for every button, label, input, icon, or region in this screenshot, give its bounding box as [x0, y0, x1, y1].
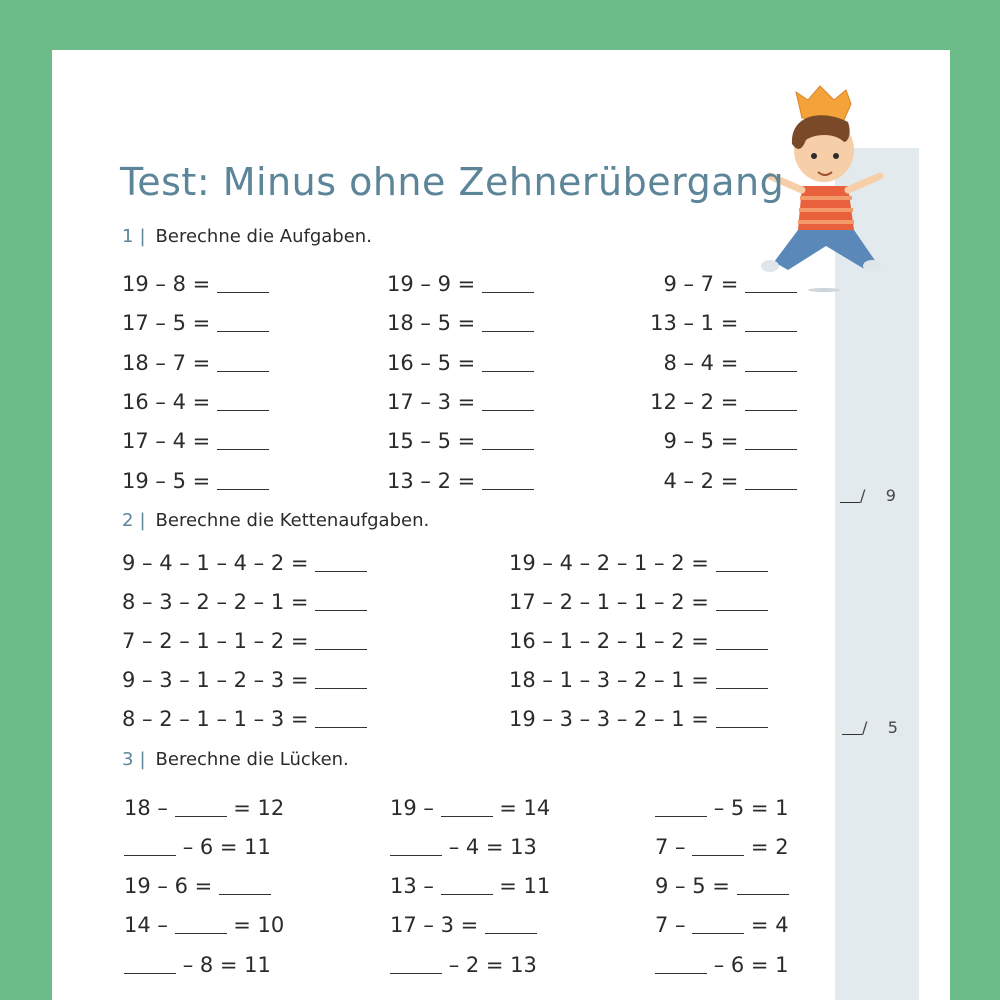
task-text: 19 – 8 = [122, 272, 211, 296]
task-item [650, 389, 797, 415]
task-text: 16 – 1 – 2 – 1 – 2 = [509, 629, 709, 653]
answer-blank[interactable] [745, 409, 797, 411]
answer-blank[interactable] [716, 609, 768, 611]
task-text: 8 – 4 = [663, 351, 739, 375]
score-slash: / [862, 718, 868, 737]
answer-blank[interactable] [217, 370, 269, 372]
task-text: 17 – 3 = [387, 390, 476, 414]
worksheet-page [52, 50, 950, 1000]
gap-task [655, 912, 789, 938]
gap-task [655, 952, 789, 978]
task-text: = 14 [499, 796, 551, 820]
task-text: 19 – 4 – 2 – 1 – 2 = [509, 551, 709, 575]
section-number: 1 [122, 226, 134, 247]
task-item [122, 667, 367, 693]
score-field-section-1 [840, 486, 896, 505]
section-3-heading [122, 749, 349, 770]
task-item [122, 389, 269, 415]
task-item [387, 350, 534, 376]
score-slash: / [860, 486, 866, 505]
answer-blank[interactable] [175, 815, 227, 817]
score-total: 9 [885, 486, 896, 505]
task-item [387, 468, 534, 494]
answer-blank[interactable] [737, 893, 789, 895]
answer-blank[interactable] [655, 972, 707, 974]
task-item [509, 628, 768, 654]
gap-task [124, 912, 284, 938]
answer-blank[interactable] [482, 448, 534, 450]
task-text: 9 – 5 = [663, 429, 739, 453]
task-item [122, 589, 367, 615]
task-item [122, 271, 269, 297]
answer-blank[interactable] [482, 330, 534, 332]
task-text: 9 – 4 – 1 – 4 – 2 = [122, 551, 309, 575]
section-number: 2 [122, 510, 134, 531]
task-text: 8 – 2 – 1 – 1 – 3 = [122, 707, 309, 731]
answer-blank[interactable] [745, 370, 797, 372]
answer-blank[interactable] [315, 570, 367, 572]
gap-task [124, 834, 271, 860]
answer-blank[interactable] [745, 291, 797, 293]
task-text: 15 – 5 = [387, 429, 476, 453]
answer-blank[interactable] [482, 370, 534, 372]
task-text: = 2 [750, 835, 789, 859]
section-2-heading [122, 510, 429, 531]
task-text: 7 – 2 – 1 – 1 – 2 = [122, 629, 309, 653]
section-1-heading [122, 226, 372, 247]
task-text: = 11 [499, 874, 551, 898]
gap-task [655, 873, 789, 899]
task-text: 7 – [655, 913, 686, 937]
gap-task [390, 834, 537, 860]
task-text: = 12 [233, 796, 285, 820]
answer-blank[interactable] [315, 726, 367, 728]
section-divider: | [139, 510, 146, 531]
task-item [387, 389, 534, 415]
task-text: 19 – [390, 796, 434, 820]
task-text: 12 – 2 = [650, 390, 739, 414]
task-text: – 2 = 13 [448, 953, 537, 977]
task-item [387, 310, 534, 336]
answer-blank[interactable] [175, 932, 227, 934]
gap-task [124, 952, 271, 978]
gap-task [124, 795, 284, 821]
answer-blank[interactable] [315, 609, 367, 611]
answer-blank[interactable] [716, 570, 768, 572]
task-item [122, 628, 367, 654]
answer-blank[interactable] [315, 687, 367, 689]
gap-task [390, 912, 537, 938]
answer-blank[interactable] [217, 448, 269, 450]
task-text: = 4 [750, 913, 789, 937]
score-field-section-2 [842, 718, 898, 737]
task-text: 17 – 2 – 1 – 1 – 2 = [509, 590, 709, 614]
answer-blank[interactable] [390, 972, 442, 974]
section-divider: | [139, 749, 146, 770]
score-blank[interactable] [840, 502, 860, 503]
answer-blank[interactable] [692, 932, 744, 934]
section-divider: | [139, 226, 146, 247]
task-item [122, 310, 269, 336]
task-text: – 8 = 11 [182, 953, 271, 977]
task-text: 19 – 3 – 3 – 2 – 1 = [509, 707, 709, 731]
task-text: 16 – 5 = [387, 351, 476, 375]
answer-blank[interactable] [217, 330, 269, 332]
answer-blank[interactable] [716, 687, 768, 689]
task-text: 9 – 3 – 1 – 2 – 3 = [122, 668, 309, 692]
answer-blank[interactable] [217, 409, 269, 411]
section-number: 3 [122, 749, 134, 770]
answer-blank[interactable] [217, 291, 269, 293]
task-item [122, 468, 269, 494]
task-text: 7 – [655, 835, 686, 859]
score-blank[interactable] [842, 734, 862, 735]
task-text: – 6 = 11 [182, 835, 271, 859]
task-text: – 5 = 1 [713, 796, 789, 820]
answer-blank[interactable] [655, 815, 707, 817]
task-text: 16 – 4 = [122, 390, 211, 414]
answer-blank[interactable] [716, 648, 768, 650]
task-item [387, 428, 534, 454]
gap-task [655, 795, 789, 821]
gap-task [390, 952, 537, 978]
answer-blank[interactable] [482, 488, 534, 490]
task-item [509, 589, 768, 615]
task-item [122, 428, 269, 454]
task-text: 13 – 2 = [387, 469, 476, 493]
answer-blank[interactable] [745, 488, 797, 490]
answer-blank[interactable] [716, 726, 768, 728]
task-text: – 6 = 1 [713, 953, 789, 977]
answer-blank[interactable] [390, 854, 442, 856]
task-text: 19 – 6 = [124, 874, 213, 898]
answer-blank[interactable] [745, 448, 797, 450]
task-item [122, 350, 269, 376]
answer-blank[interactable] [482, 291, 534, 293]
gap-task [655, 834, 789, 860]
task-item [663, 468, 797, 494]
task-text: 17 – 3 = [390, 913, 479, 937]
task-text: 17 – 4 = [122, 429, 211, 453]
task-text: 13 – 1 = [650, 311, 739, 335]
task-item [509, 667, 768, 693]
answer-blank[interactable] [124, 972, 176, 974]
section-instruction: Berechne die Aufgaben. [155, 226, 372, 247]
task-text: 18 – 7 = [122, 351, 211, 375]
task-text: = 10 [233, 913, 285, 937]
answer-blank[interactable] [692, 854, 744, 856]
task-item [663, 271, 797, 297]
score-total: 5 [887, 718, 898, 737]
task-text: 9 – 7 = [663, 272, 739, 296]
answer-blank[interactable] [315, 648, 367, 650]
answer-blank[interactable] [124, 854, 176, 856]
task-text: – 4 = 13 [448, 835, 537, 859]
task-item [387, 271, 534, 297]
section-instruction: Berechne die Lücken. [155, 749, 349, 770]
task-text: 18 – [124, 796, 168, 820]
answer-blank[interactable] [219, 893, 271, 895]
task-text: 13 – [390, 874, 434, 898]
task-item [650, 310, 797, 336]
answer-blank[interactable] [482, 409, 534, 411]
task-text: 18 – 5 = [387, 311, 476, 335]
task-text: 9 – 5 = [655, 874, 730, 898]
gap-task [390, 795, 550, 821]
task-text: 19 – 5 = [122, 469, 211, 493]
task-item [663, 428, 797, 454]
task-item [509, 550, 768, 576]
task-text: 8 – 3 – 2 – 2 – 1 = [122, 590, 309, 614]
task-text: 18 – 1 – 3 – 2 – 1 = [509, 668, 709, 692]
answer-blank[interactable] [485, 932, 537, 934]
task-text: 19 – 9 = [387, 272, 476, 296]
task-item [663, 350, 797, 376]
answer-blank[interactable] [441, 893, 493, 895]
task-item [122, 550, 367, 576]
gap-task [124, 873, 271, 899]
page-title: Test: Minus ohne Zehnerübergang [120, 160, 785, 204]
answer-blank[interactable] [745, 330, 797, 332]
answer-blank[interactable] [441, 815, 493, 817]
answer-blank[interactable] [217, 488, 269, 490]
task-text: 14 – [124, 913, 168, 937]
task-text: 4 – 2 = [663, 469, 739, 493]
task-item [509, 706, 768, 732]
section-instruction: Berechne die Kettenaufgaben. [155, 510, 430, 531]
task-text: 17 – 5 = [122, 311, 211, 335]
task-item [122, 706, 367, 732]
gap-task [390, 873, 550, 899]
